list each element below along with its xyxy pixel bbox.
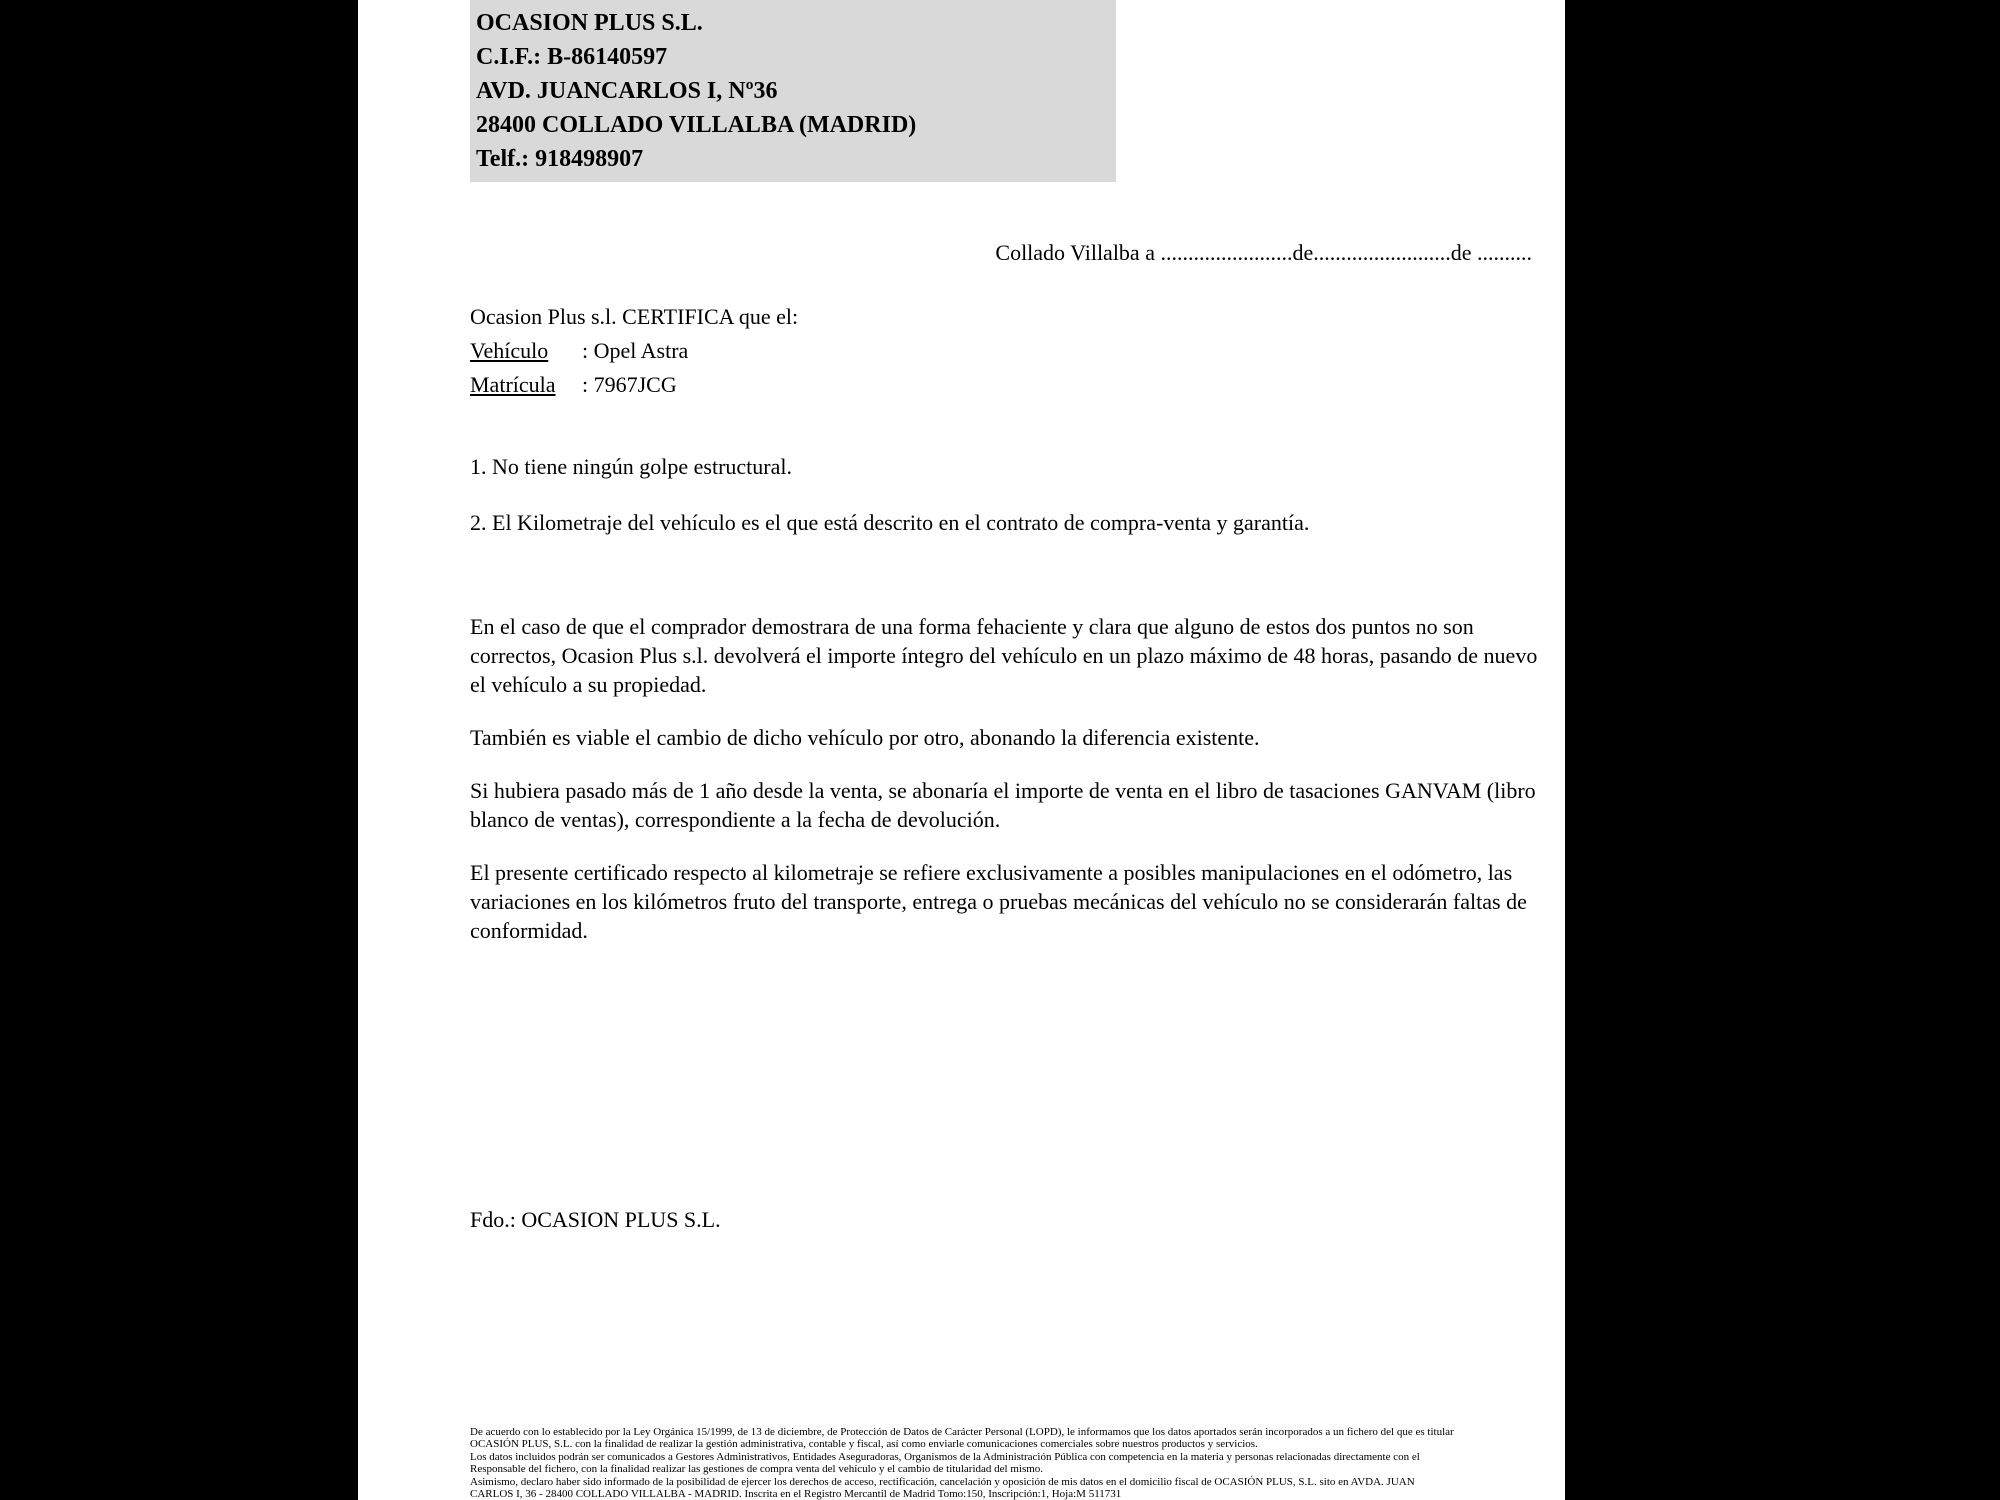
signature-line: Fdo.: OCASION PLUS S.L.: [470, 1207, 721, 1232]
company-city: 28400 COLLADO VILLALBA (MADRID): [476, 112, 917, 138]
certify-intro: Ocasion Plus s.l. CERTIFICA que el:: [470, 304, 799, 329]
paragraph-ganvam: Si hubiera pasado más de 1 año desde la venta, se abonaría el importe de venta en el libro de tasaciones GANVAM (libro blanco de ventas), correspondiente a la fecha de devolución.: [470, 778, 1536, 832]
plate-label: Matrícula: [470, 372, 556, 397]
footer-legal-line: CARLOS I, 36 - 28400 COLLADO VILLALBA - MADRID. Inscrita en el Registro Mercantil de Madrid Tomo:150, Inscripción:1, Hoja:M 511731: [470, 1488, 1122, 1500]
vehicle-value: : Opel Astra: [582, 338, 689, 363]
company-address: AVD. JUANCARLOS I, Nº36: [476, 78, 778, 104]
footer-legal-line: OCASIÓN PLUS, S.L. con la finalidad de realizar la gestión administrativa, contable y fiscal, así como enviarle comunicaciones comerciales sobre nuestros productos y servicios.: [470, 1438, 1258, 1451]
paragraph-refund: En el caso de que el comprador demostrara de una forma fehaciente y clara que alguno de estos dos puntos no son correctos, Ocasion Plus s.l. devolverá el importe íntegro del vehículo en un plazo máximo de 48 horas, pasando de nuevo el vehículo a su propiedad.: [470, 614, 1538, 697]
company-phone: Telf.: 918498907: [476, 146, 644, 172]
company-cif: C.I.F.: B-86140597: [476, 44, 668, 70]
plate-value: : 7967JCG: [582, 372, 677, 397]
paragraph-odometer: El presente certificado respecto al kilometraje se refiere exclusivamente a posibles manipulaciones en el odómetro, las variaciones en los kilómetros fruto del transporte, entrega o pruebas mecánicas del vehículo no se considerarán faltas de conformidad.: [470, 860, 1527, 943]
company-name: OCASION PLUS S.L.: [476, 10, 703, 36]
certified-point-1: 1. No tiene ningún golpe estructural.: [470, 454, 792, 479]
footer-legal-line: De acuerdo con lo establecido por la Ley Orgánica 15/1999, de 13 de diciembre, de Protección de Datos de Carácter Personal (LOPD), le informamos que los datos aportados serán incorporados a un fichero del que es titular: [470, 1426, 1454, 1438]
footer-legal-line: Responsable del fichero, con la finalidad realizar las gestiones de compra venta del vehículo y el cambio de titularidad del mismo.: [470, 1463, 1044, 1476]
document-page: [358, 0, 1565, 1500]
company-header-block: [470, 0, 1116, 182]
legal-footer: [470, 1426, 1563, 1500]
date-line: Collado Villalba a ........................de.........................de ..........: [995, 240, 1532, 265]
paragraph-exchange: También es viable el cambio de dicho vehículo por otro, abonando la diferencia existente.: [470, 725, 1260, 750]
plate-row: [470, 368, 798, 402]
vehicle-label: Vehículo: [470, 338, 549, 363]
certified-point-2: 2. El Kilometraje del vehículo es el que está descrito en el contrato de compra-venta y garantía.: [470, 510, 1310, 535]
certification-block: [470, 300, 798, 402]
footer-legal-line: Asimismo, declaro haber sido informado de la posibilidad de ejercer los derechos de acceso, rectificación, cancelación y oposición de mis datos en el domicilio fiscal de OCASIÓN PLUS, S.L. sito en AVDA. JUAN: [470, 1475, 1415, 1488]
vehicle-row: [470, 334, 798, 368]
footer-legal-line: Los datos incluidos podrán ser comunicados a Gestores Administrativos, Entidades Aseguradoras, Organismos de la Administración Pública con competencia en la materia y personas relacionadas directamente con el: [470, 1450, 1420, 1463]
terms-paragraphs: [470, 612, 1545, 969]
